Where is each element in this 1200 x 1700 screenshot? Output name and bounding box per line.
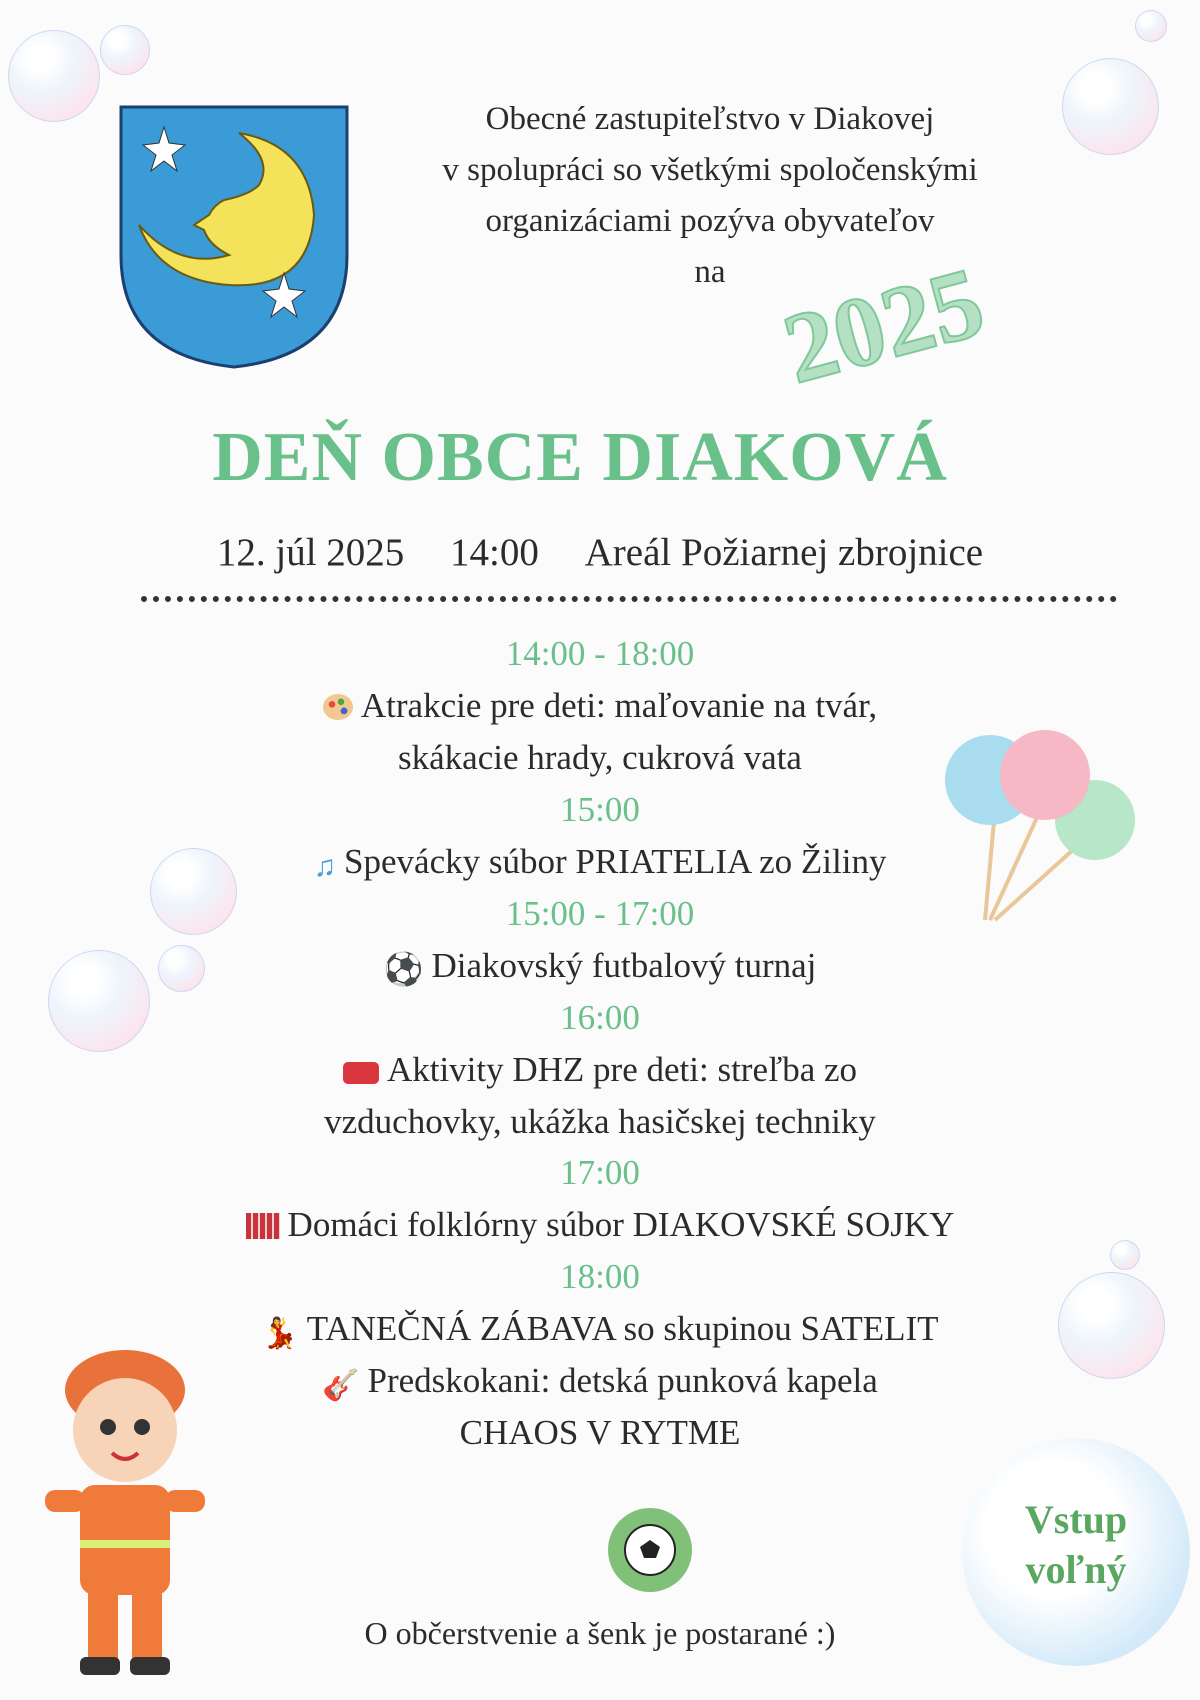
header-line: na [694, 254, 726, 290]
municipal-crest [119, 105, 349, 370]
music-notes-icon: ♫ [313, 850, 337, 883]
event-date: 12. júl 2025 [216, 531, 405, 574]
event-title: DEŇ OBCE DIAKOVÁ [212, 419, 948, 496]
schedule-time: 18:00 [560, 1257, 640, 1296]
admission-line1: Vstup [1024, 1497, 1128, 1542]
schedule-activity: skákacie hrady, cukrová vata [398, 738, 802, 777]
bubble-decoration [1135, 10, 1167, 42]
accordion-icon [246, 1213, 280, 1239]
soccer-ball-splash-icon [600, 1498, 700, 1603]
cotton-candy-illustration [935, 730, 1145, 930]
schedule-time: 14:00 - 18:00 [505, 634, 695, 673]
event-time: 14:00 [450, 531, 539, 574]
schedule-activity: 🎸 Predskokani: detská punková kapela [322, 1361, 878, 1402]
schedule-activity: ⚽ Diakovský futbalový turnaj [383, 946, 817, 987]
soccer-ball-icon: ⚽ [383, 951, 424, 987]
schedule-activity: CHAOS V RYTME [459, 1413, 741, 1452]
fire-truck-icon [343, 1062, 379, 1084]
bubble-decoration [100, 25, 150, 75]
header-line: v spolupráci so všetkými spoločenskými [442, 152, 978, 188]
schedule-activity: Aktivity DHZ pre deti: streľba zo [0, 1050, 1200, 1090]
schedule-activity: Atrakcie pre deti: maľovanie na tvár, [0, 686, 1200, 726]
year-badge: 2025 [772, 245, 995, 405]
admission-line2: voľný [1025, 1547, 1127, 1592]
footer-note: O občerstvenie a šenk je postarané :) [364, 1615, 836, 1651]
divider [141, 596, 1117, 602]
schedule-activity: vzduchovky, ukážka hasičskej techniky [324, 1102, 876, 1141]
schedule-time: 17:00 [560, 1153, 640, 1192]
header-line: Obecné zastupiteľstvo v Diakovej [485, 101, 935, 137]
schedule-time: 15:00 - 17:00 [505, 894, 695, 933]
schedule-time: 16:00 [560, 998, 640, 1037]
event-info [0, 530, 1200, 575]
bubble-decoration [1062, 58, 1159, 155]
schedule-activity: 💃 TANEČNÁ ZÁBAVA so skupinou SATELIT [261, 1309, 939, 1350]
event-place: Areál Požiarnej zbrojnice [584, 531, 984, 574]
bubble-decoration [8, 30, 100, 122]
palette-icon [323, 694, 353, 720]
dancer-icon: 💃 [261, 1317, 299, 1350]
guitar-icon: 🎸 [322, 1369, 360, 1402]
header-line: organizáciami pozýva obyvateľov [485, 203, 935, 239]
schedule-time: 15:00 [560, 790, 640, 829]
schedule-activity: ♫ Spevácky súbor PRIATELIA zo Žiliny [313, 842, 887, 883]
schedule-activity: Domáci folklórny súbor DIAKOVSKÉ SOJKY [0, 1205, 1200, 1245]
